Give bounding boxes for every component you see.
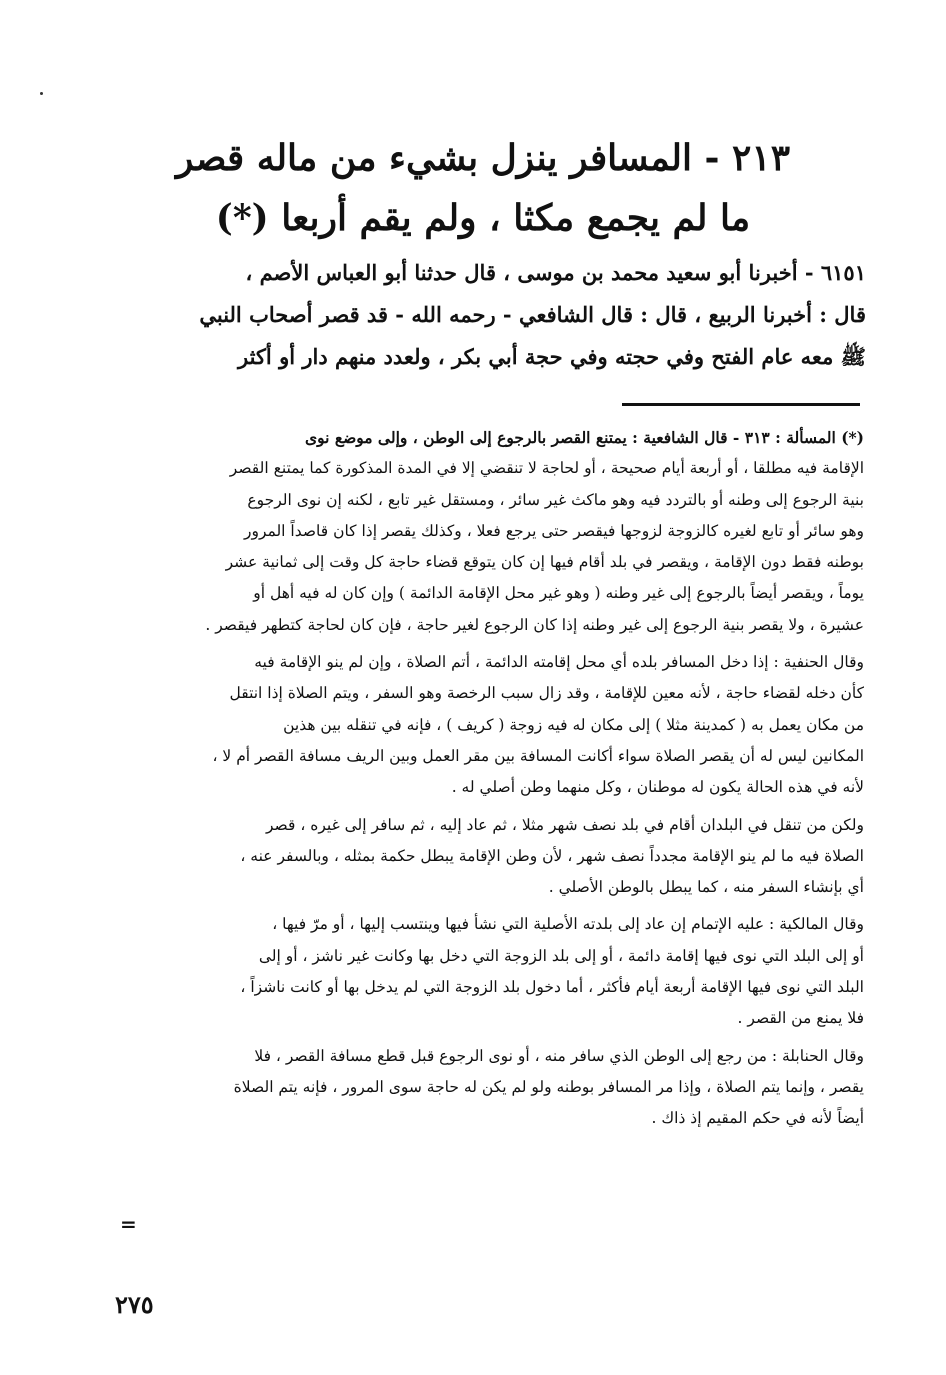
footnote-paragraph-maliki: [118, 909, 864, 1034]
chapter-title-line-2: ما لم يجمع مكثا ، ولم يقم أربعا (*): [215, 197, 751, 239]
footnote-line: الصلاة فيه ما لم ينو الإقامة مجدداً نصف شهر ، لأن وطن الإقامة يبطل حكمة بمثله ، وبالسفر عنه ،: [240, 846, 864, 865]
footnote-paragraph-hanbali: [118, 1041, 864, 1135]
footnote-line: البلد التي نوى فيها الإقامة أربعة أيام فأكثر ، أما دخول بلد الزوجة التي لم يدخل بها أو كانت ناشزاً ،: [240, 978, 864, 997]
chapter-title: [120, 128, 846, 248]
footnote-line: وقال المالكية : عليه الإتمام إن عاد إلى بلدته الأصلية التي نشأ فيها وينتسب إليها ، أو مرّ فيها ،: [272, 915, 864, 934]
footnote-paragraph-travel: [118, 810, 864, 904]
footnote-line: بنية الرجوع إلى وطنه أو بالتردد فيه وهو ماكث غير سائر ، ومستقل غير تابع ، لكنه إن نوى الرجوع: [247, 490, 864, 509]
footnote-line: وقال الحنفية : إذا دخل المسافر بلده أي محل إقامته الدائمة ، أتم الصلاة ، وإن لم ينو الإقامة فيه: [254, 653, 864, 672]
footnote-line: وقال الحنابلة : من رجع إلى الوطن الذي سافر منه ، أو نوى الرجوع قبل قطع مسافة القصر ، فلا: [254, 1046, 864, 1065]
chapter-title-line-1: ٢١٣ - المسافر ينزل بشيء من ماله قصر: [175, 137, 791, 179]
hadith-line: قال : أخبرنا الربيع ، قال : قال الشافعي - رحمه الله - قد قصر أصحاب النبي: [199, 302, 866, 327]
footnote-line: الإقامة فيه مطلقا ، أو أربعة أيام صحيحة ، أو لحاجة لا تنقضي إلا في المدة المذكورة كما يمتنع القصر: [229, 459, 864, 478]
footnote-divider: [622, 403, 860, 406]
footnote-line: يقصر ، وإنما يتم الصلاة ، وإذا مر المسافر بوطنه ولو لم يكن له حاجة سوى المرور ، فإنه يتم الصلاة: [233, 1077, 864, 1096]
footnote-line: (*) المسألة : ٣١٣ - قال الشافعية : يمتنع القصر بالرجوع إلى الوطن ، وإلى موضع نوى: [304, 428, 864, 447]
footnote-line: من مكان يعمل به ( كمدينة مثلا ) إلى مكان له فيه زوجة ( كريف ) ، فإنه في تنقله بين هذين: [283, 715, 864, 734]
footnote-line: أيضاً لأنه في حكم المقيم إذ ذاك .: [651, 1109, 864, 1128]
footnote-line: ولكن من تنقل في البلدان أقام في بلد نصف شهر مثلا ، ثم عاد إليه ، ثم سافر إلى غيره ، قصر: [266, 815, 864, 834]
footnote-line: عشيرة ، ولا يقصر بنية الرجوع إلى غير وطنه إذا كان الرجوع لغير حاجة ، فإن كان لحاجة كتطهر فيقصر .: [205, 615, 864, 634]
hadith-text: [110, 252, 866, 378]
footnote-line: كأن دخله لقضاء حاجة ، لأنه معين للإقامة ، وقد زال سبب الرخصة وهو السفر ، ويتم الصلاة إذا انتقل: [229, 684, 864, 703]
footnote-line: أي بإنشاء السفر منه ، كما يبطل بالوطن الأصلي .: [548, 878, 864, 897]
continuation-mark: =: [120, 1212, 137, 1236]
footnote-line: المكانين ليس له أن يقصر الصلاة سواء أكانت المسافة بين مقر العمل وبين الريف مسافة القصر أم لا ،: [212, 746, 864, 765]
footnote-paragraph-hanafi: [118, 647, 864, 803]
footnote-line: فلا يمنع من القصر .: [737, 1009, 864, 1028]
footnote-line: يوماً ، ويقصر أيضاً بالرجوع إلى غير وطنه ( وهو غير محل الإقامة الدائمة ) وإن كان له فيه أهل أو: [253, 584, 864, 603]
footnote-paragraph-shafii: [118, 422, 864, 641]
scan-speck: [40, 92, 43, 95]
footnotes: [118, 422, 864, 1135]
page-number: ٢٧٥: [115, 1290, 154, 1319]
footnote-line: لأنه في هذه الحالة يكون له موطنان ، وكل منهما وطن أصلي له .: [451, 778, 864, 797]
hadith-line: ٦١٥١ - أخبرنا أبو سعيد محمد بن موسى ، قال حدثنا أبو العباس الأصم ،: [245, 260, 866, 285]
hadith-line: ﷺ معه عام الفتح وفي حجته وفي حجة أبي بكر ، ولعدد منهم دار أو أكثر: [238, 344, 866, 369]
footnote-line: أو إلى البلد التي نوى فيها إقامة دائمة ، أو إلى بلد الزوجة التي دخل بها وكانت غير ناشز ، أو إلى: [258, 946, 864, 965]
footnote-line: بوطنه فقط دون الإقامة ، ويقصر في بلد أقام فيها إن كان يتوقع قضاء حاجة كل وقت إلى ثمانية عشر: [225, 553, 864, 572]
footnote-line: وهو سائر أو تابع لغيره كالزوجة لزوجها فيقصر حتى يرجع فعلا ، وكذلك يقصر إذا كان قاصداً المرور: [243, 521, 864, 540]
